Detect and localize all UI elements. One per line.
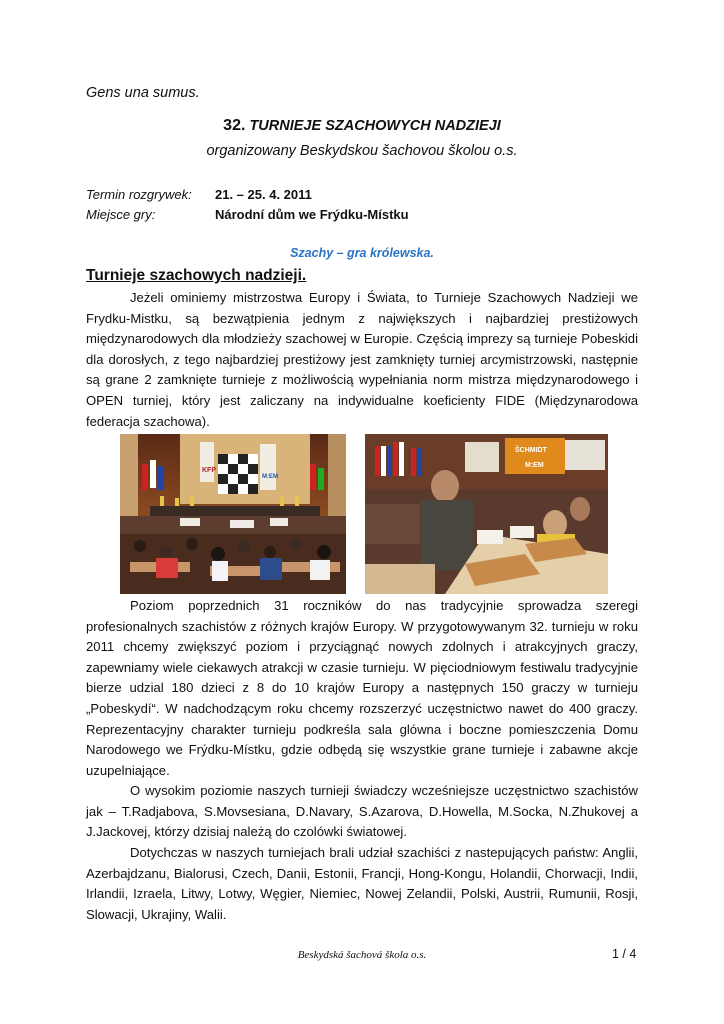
title-text: TURNIEJE SZACHOWYCH NADZIEJI (249, 118, 501, 134)
document-subtitle: organizowany Beskydskou šachovou školou o.s. (206, 143, 518, 159)
meta-row-date (86, 187, 312, 202)
slogan: Szachy – gra królewska. (290, 246, 434, 260)
motto: Gens una sumus. (86, 85, 200, 101)
paragraph: Dotychczas w naszych turniejach brali udział szachiści z nastepujących państw: Anglii, Azerbajdzanu, Bialorusi, Czech, Danii, Estonii, Francji, Hong-Kongu, Holandii, Chorwacji, Indii, Irlandii, Izraela, Litwy, Lotwy, Węgier, Niemiec, Nowej Zelandii, Polski, Austrii, Rumunii, Rosji, Slowacji, Ukrajiny, Walii. (86, 845, 638, 922)
meta-value: 21. – 25. 4. 2011 (215, 187, 312, 202)
section-heading: Turnieje szachowych nadzieji. (86, 267, 307, 284)
tournament-hall-photo (120, 434, 346, 594)
chess-players-photo (365, 434, 608, 594)
tournament-hall-image (120, 434, 346, 594)
paragraph: Poziom poprzednich 31 roczników do nas tradycyjnie sprowadza szeregi profesionalnych szachistów z różnych krajów Europy. W przygotowywanym 32. turnieju w roku 2011 chcemy zwiększyć poziom i przyciągnąć nowych zdolnych i atrakcyjnych graczy, zapewniamy wiele ciekawych atrakcji w czasie turnieju. W pięciodniowym festiwalu tradycyjnie bierze udzial 180 dzieci z 8 do 10 krajów Europy a następnych 150 graczy w turnieju „Pobeskydí“. W nadchodzącym roku chcemy rozszerzyć uczęstnictwo nawet do 400 graczy. Reprezentacyjny charakter turnieju podkreśla sala glówna i boczne pomieszczenia Domu Narodowego we Frýdku-Místku, gdzie odbędą się wszystkie grane turnieje i zabawne akcje uzupelniające. (86, 598, 638, 778)
page-number: 1 / 4 (612, 947, 637, 961)
footer-organization: Beskydská šachová škola o.s. (297, 949, 427, 961)
meta-label: Termin rozgrywek: (86, 187, 192, 202)
meta-row-venue (86, 207, 409, 222)
banner-text: KFP (202, 467, 216, 474)
banner-text: ŠCHMIDT (515, 447, 547, 454)
banner-text: M:EM (262, 474, 278, 480)
paragraph: Jeżeli ominiemy mistrzostwa Europy i Świata, to Turnieje Szachowych Nadzieji we Frydku-Mistku, są bezwątpienia jednym z największych i najbardziej prestiżowych międzynarodowych dla młodzieży szachowej w Europie. Częścią imprezy są turnieje Pobeskidi dla dorosłych, z tego najbardziej prestiżowy jest zamknięty turniej arcymistrzowski, następnie są grane 2 zamknięte turnieje z możliwością wypełniania norm mistrza międzynarodowego i OPEN turniej, który jest zaliczany na indywidualne koeficienty FIDE (Międzynarodowa federacja szachowa). (86, 290, 638, 429)
title-number: 32. (223, 117, 246, 134)
chess-players-image (365, 434, 608, 594)
meta-value: Národní dům we Frýdku-Místku (215, 207, 409, 222)
paragraph: O wysokim poziomie naszych turnieji świadczy wcześniejsze uczęstnictwo szachistów jak – T.Radjabova, S.Movsesiana, D.Navary, S.Azarova, D.Howella, M.Socka, N.Zhukovej a J.Jackovej, którzy dzisiaj należą do czolówki światowej. (86, 783, 638, 840)
banner-text: M:EM (525, 462, 544, 469)
meta-label: Miejsce gry: (86, 207, 156, 222)
document-title (0, 117, 724, 135)
